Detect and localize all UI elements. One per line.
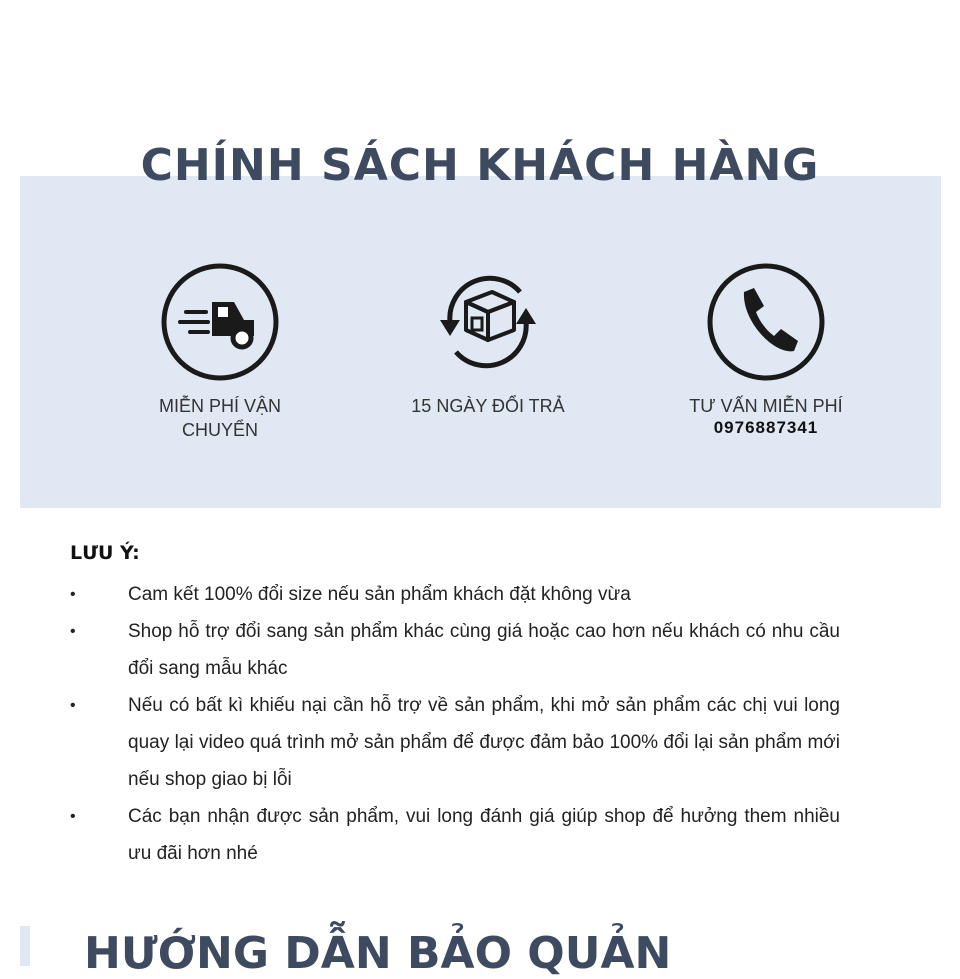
feature-label: 15 NGÀY ĐỔI TRẢ [411, 396, 565, 416]
bullet: • [70, 586, 76, 603]
feature-label: MIỄN PHÍ VẬN CHUYỂN [158, 396, 282, 440]
section-title: HƯỚNG DẪN BẢO QUẢN [84, 928, 672, 979]
hotline-number[interactable]: 0976887341 [713, 418, 819, 437]
list-item [70, 576, 840, 613]
bullet: • [70, 808, 76, 825]
list-item [70, 687, 840, 798]
box-return-icon [428, 262, 548, 382]
delivery-truck-icon [160, 262, 280, 382]
note-text: Các bạn nhận được sản phẩm, vui long đánh giá giúp shop để hưởng them nhiều ưu đãi hơn nhé [128, 806, 840, 864]
list-item [70, 613, 840, 687]
feature-free-consult [646, 262, 886, 438]
feature-free-shipping [100, 262, 340, 442]
note-text: Nếu có bất kì khiếu nại cần hỗ trợ về sản phẩm, khi mở sản phẩm các chị vui long quay lại video quá trình mở sản phẩm để được đảm bảo 100% đổi lại sản phẩm mới nếu shop giao bị lỗi [128, 695, 840, 790]
bullet: • [70, 697, 76, 714]
feature-return-policy [368, 262, 608, 418]
feature-label: TƯ VẤN MIỄN PHÍ [689, 396, 843, 416]
list-item [70, 798, 840, 872]
page-title: CHÍNH SÁCH KHÁCH HÀNG [140, 140, 820, 191]
phone-icon [706, 262, 826, 382]
note-text: Shop hỗ trợ đổi sang sản phẩm khác cùng giá hoặc cao hơn nếu khách có nhu cầu đổi sang mẫu khác [128, 621, 840, 679]
note-text: Cam kết 100% đổi size nếu sản phẩm khách đặt không vừa [128, 584, 631, 605]
section-accent-bar [20, 926, 30, 966]
bullet: • [70, 623, 76, 640]
notes-list [70, 576, 840, 872]
notes-heading: LƯU Ý: [70, 542, 140, 564]
